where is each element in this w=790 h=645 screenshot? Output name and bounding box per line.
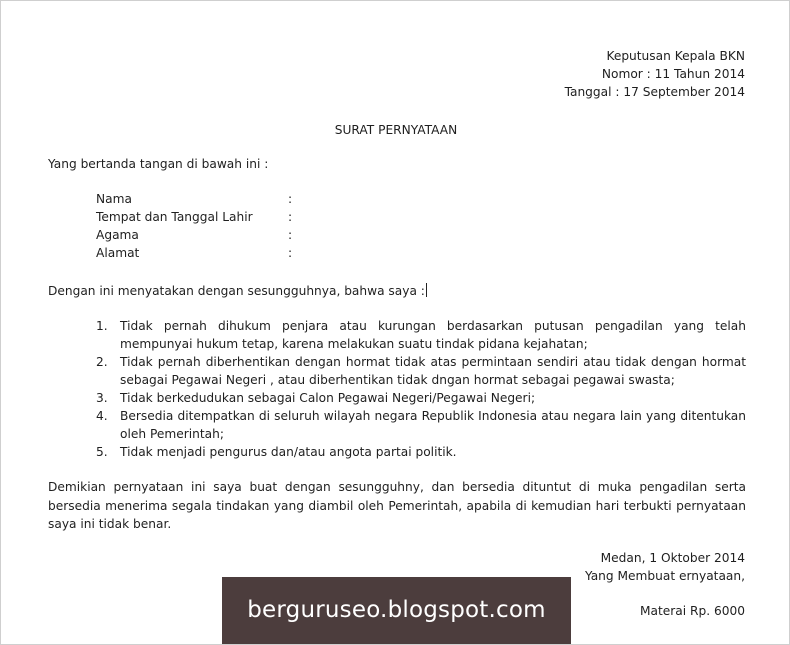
watermark-banner: [222, 577, 571, 645]
field-label: Tempat dan Tanggal Lahir: [96, 210, 253, 224]
list-text: Tidak pernah diberhentikan dengan hormat tidak atas permintaan sendiri atau tidak dengan hormat sebagai Pegawai Negeri , atau diberhentikan tidak dngan hormat sebagai pegawai swasta;: [120, 355, 746, 387]
decree-line-2: Nomor : 11 Tahun 2014: [601, 67, 745, 81]
signer-caption: Yang Membuat ernyataan,: [584, 569, 745, 583]
list-number: 4.: [96, 409, 108, 423]
list-number: 3.: [96, 391, 108, 405]
list-item: [96, 443, 746, 461]
field-colon: :: [288, 210, 293, 224]
text-cursor: [426, 283, 427, 297]
list-item: [96, 407, 746, 443]
closing-paragraph: Demikian pernyataan ini saya buat dengan sesungguhny, dan bersedia dituntut di muka pengadilan serta bersedia menerima segala tindakan yang diambil oleh Pemerintah, apabila di kemudian hari terbukti pernyataan saya ini tidak benar.: [48, 480, 746, 531]
statement-line: [48, 282, 427, 300]
decree-reference: [565, 47, 745, 101]
field-colon: :: [288, 192, 293, 206]
intro-text: Yang bertanda tangan di bawah ini :: [48, 157, 269, 171]
stamp-duty-label: Materai Rp. 6000: [640, 604, 745, 618]
list-item: [96, 389, 746, 407]
list-text: Tidak menjadi pengurus dan/atau angota partai politik.: [120, 445, 457, 459]
statement-list: [96, 317, 746, 461]
list-text: Tidak pernah dihukum penjara atau kurungan berdasarkan putusan pengadilan yang telah mempunyai hukum tetap, karena melakukan suatu tindak pidana kejahatan;: [120, 319, 746, 351]
list-number: 5.: [96, 445, 108, 459]
decree-line-1: Keputusan Kepala BKN: [606, 49, 745, 63]
field-label: Alamat: [96, 246, 140, 260]
field-colon: :: [288, 228, 293, 242]
list-item: [96, 353, 746, 389]
list-number: 1.: [96, 319, 108, 333]
field-colon: :: [288, 246, 293, 260]
list-text: Tidak berkedudukan sebagai Calon Pegawai Negeri/Pegawai Negeri;: [120, 391, 536, 405]
list-number: 2.: [96, 355, 108, 369]
field-label: Nama: [96, 192, 132, 206]
signature-block: [585, 549, 745, 585]
watermark-text: berguruseo.blogspot.com: [247, 597, 546, 623]
decree-line-3: Tanggal : 17 September 2014: [564, 85, 745, 99]
list-text: Bersedia ditempatkan di seluruh wilayah negara Republik Indonesia atau negara lain yang ditentukan oleh Pemerintah;: [120, 409, 746, 441]
list-item: [96, 317, 746, 353]
statement-text: Dengan ini menyatakan dengan sesungguhnya, bahwa saya :: [48, 284, 425, 298]
field-label: Agama: [96, 228, 139, 242]
place-date: Medan, 1 Oktober 2014: [600, 551, 745, 565]
document-title: SURAT PERNYATAAN: [334, 123, 458, 137]
